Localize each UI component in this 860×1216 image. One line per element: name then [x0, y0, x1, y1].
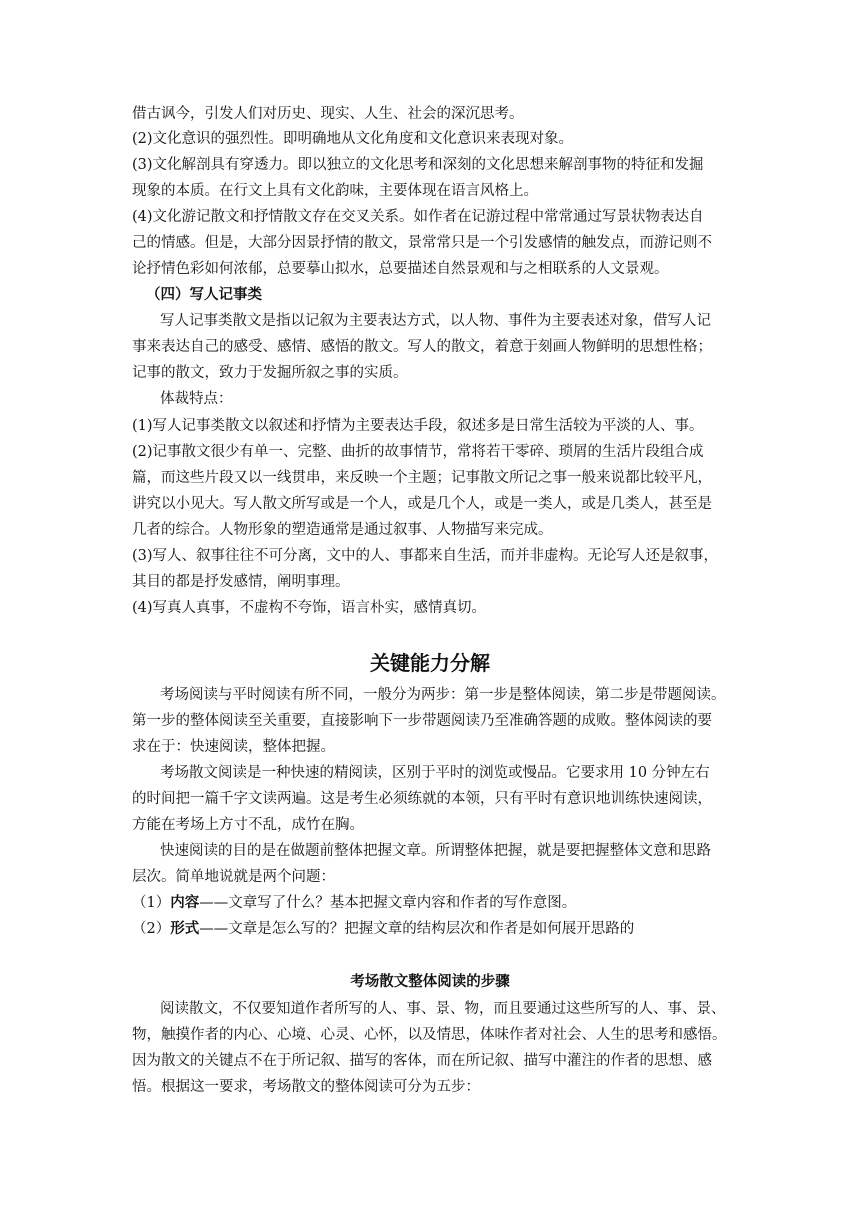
text-line: 求在于：快速阅读，整体把握。 [132, 739, 335, 755]
text-line: 方能在考场上方寸不乱，成竹在胸。 [132, 817, 364, 833]
text-line: 写人记事类散文是指以记叙为主要表达方式，以人物、事件为主要表述对象，借写人记 [160, 313, 711, 329]
text-line: 篇，而这些片段又以一线贯串，来反映一个主题；记事散文所记之事一般来说都比较平凡， [132, 470, 712, 486]
text-line: 现象的本质。在行文上具有文化韵味，主要体现在语言风格上。 [132, 183, 538, 199]
text-line: 其目的都是抒发感情，阐明事理。 [132, 574, 350, 590]
text-line: 几者的综合。人物形象的塑造通常是通过叙事、人物描写来完成。 [132, 522, 553, 538]
text-line: (2)文化意识的强烈性。即明确地从文化角度和文化意识来表现对象。 [132, 131, 574, 147]
text-line: (3)文化解剖具有穿透力。即以独立的文化思考和深刻的文化思想来解剖事物的特征和发掘 [132, 157, 704, 173]
text-line: 借古讽今，引发人们对历史、现实、人生、社会的深沉思考。 [132, 106, 524, 122]
text-line: (4)文化游记散文和抒情散文存在交叉关系。如作者在记游过程中常常通过写景状物表达自 [132, 209, 704, 225]
text-line: 讲究以小见大。写人散文所写或是一个人，或是几个人，或是一类人，或是几类人，甚至是 [132, 496, 712, 512]
text-line: 层次。简单地说就是两个问题： [132, 869, 335, 885]
text-line: 论抒情色彩如何浓郁，总要摹山拟水，总要描述自然景观和与之相联系的人文景观。 [132, 261, 669, 277]
section-heading: （四）写人记事类 [146, 286, 262, 303]
list-item-prefix: （2） [132, 921, 171, 937]
text-line: 事来表达自己的感受、感情、感悟的散文。写人的散文，着意于刻画人物鲜明的思想性格； [132, 339, 712, 355]
text-line: (4)写真人真事，不虚构不夸饰，语言朴实，感情真切。 [132, 600, 487, 616]
features-label: 体裁特点： [160, 391, 233, 407]
text-line: 的时间把一篇千字文读两遍。这是考生必须练就的本领，只有平时有意识地训练快速阅读， [132, 791, 712, 807]
text-line: (3)写人、叙事往往不可分离，文中的人、事都来自生活，而并非虚构。无论写人还是叙事， [132, 548, 719, 564]
text-line: (2)记事散文很少有单一、完整、曲折的故事情节，常将若干零碎、琐屑的生活片段组合成 [132, 444, 704, 460]
text-line: (1)写人记事类散文以叙述和抒情为主要表达手段，叙述多是日常生活较为平淡的人、事。 [132, 418, 704, 434]
subsection-title: 考场散文整体阅读的步骤 [350, 973, 510, 990]
text-line: 己的情感。但是，大部分因景抒情的散文，景常常只是一个引发感情的触发点，而游记则不 [132, 235, 712, 251]
section-title: 关键能力分解 [370, 651, 490, 675]
list-item [132, 893, 576, 913]
text-line: 考场阅读与平时阅读有所不同，一般分为两步：第一步是整体阅读，第二步是带题阅读。 [160, 687, 726, 703]
text-line: 悟。根据这一要求，考场散文的整体阅读可分为五步： [132, 1079, 480, 1095]
text-line: 记事的散文，致力于发掘所叙之事的实质。 [132, 365, 408, 381]
text-line: 考场散文阅读是一种快速的精阅读，区别于平时的浏览或慢品。它要求用 10 分钟左右 [160, 765, 710, 781]
list-item [132, 919, 634, 939]
list-item-prefix: （1） [132, 895, 171, 911]
list-item-text: ——文章是怎么写的？把握文章的结构层次和作者是如何展开思路的 [199, 921, 635, 937]
list-item-term: 形式 [170, 920, 200, 937]
text-line: 快速阅读的目的是在做题前整体把握文章。所谓整体把握，就是要把握整体文意和思路 [160, 843, 711, 859]
list-item-term: 内容 [170, 894, 200, 911]
text-line: 因为散文的关键点不在于所记叙、描写的客体，而在所记叙、描写中灌注的作者的思想、感 [132, 1053, 712, 1069]
list-item-text: ——文章写了什么？基本把握文章内容和作者的写作意图。 [199, 895, 577, 911]
text-line: 第一步的整体阅读至关重要，直接影响下一步带题阅读乃至准确答题的成败。整体阅读的要 [132, 713, 712, 729]
text-line: 物，触摸作者的内心、心境、心灵、心怀，以及情思，体味作者对社会、人生的思考和感悟。 [132, 1027, 727, 1043]
text-line: 阅读散文，不仅要知道作者所写的人、事、景、物，而且要通过这些所写的人、事、景、 [160, 1001, 726, 1017]
